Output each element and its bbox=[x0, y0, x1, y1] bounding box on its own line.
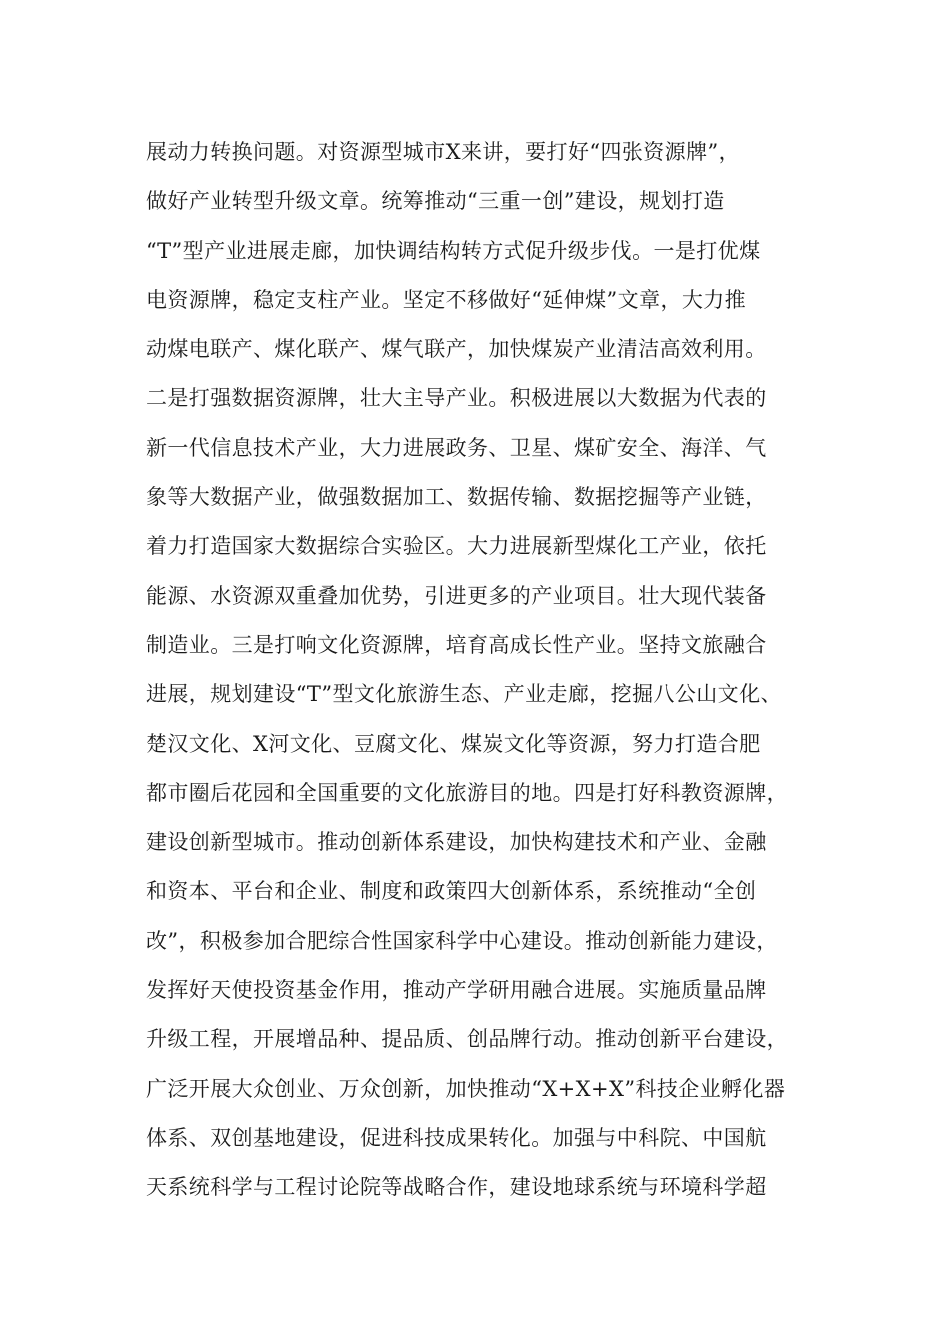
text-line: 电资源牌，稳定支柱产业。坚定不移做好“延伸煤”文章，大力推 bbox=[146, 287, 747, 312]
text-line: 做好产业转型升级文章。统筹推动“三重一创”建设，规划打造 bbox=[146, 189, 725, 214]
body-paragraph bbox=[146, 132, 836, 1217]
text-line: 都市圈后花园和全国重要的文化旅游目的地。四是打好科教资源牌， bbox=[146, 780, 788, 805]
text-line: 展动力转换问题。对资源型城市X来讲，要打好“四张资源牌”， bbox=[146, 140, 741, 164]
text-line: 象等大数据产业，做强数据加工、数据传输、数据挖掘等产业链， bbox=[146, 485, 767, 510]
text-line: 制造业。三是打响文化资源牌，培育高成长性产业。坚持文旅融合 bbox=[146, 632, 767, 657]
text-line: 着力打造国家大数据综合实验区。大力进展新型煤化工产业，依托 bbox=[146, 534, 767, 559]
text-line: 和资本、平台和企业、制度和政策四大创新体系，系统推动“全创 bbox=[146, 879, 757, 904]
text-line: 建设创新型城市。推动创新体系建设，加快构建技术和产业、金融 bbox=[146, 830, 767, 855]
text-line: 楚汉文化、X河文化、豆腐文化、煤炭文化等资源，努力打造合肥 bbox=[146, 731, 761, 756]
text-line: 进展，规划建设“T”型文化旅游生态、产业走廊，挖掘八公山文化、 bbox=[146, 682, 782, 707]
text-line: 天系统科学与工程讨论院等战略合作，建设地球系统与环境科学超 bbox=[146, 1175, 767, 1200]
text-line: 广泛开展大众创业、万众创新，加快推动“X+X+X”科技企业孵化器 bbox=[146, 1076, 786, 1101]
text-line: 能源、水资源双重叠加优势，引进更多的产业项目。壮大现代装备 bbox=[146, 583, 767, 608]
text-line: 发挥好天使投资基金作用，推动产学研用融合进展。实施质量品牌 bbox=[146, 978, 767, 1003]
text-line: 改”，积极参加合肥综合性国家科学中心建设。推动创新能力建设， bbox=[146, 928, 778, 953]
text-line: 体系、双创基地建设，促进科技成果转化。加强与中科院、中国航 bbox=[146, 1125, 767, 1150]
text-line: 升级工程，开展增品种、提品质、创品牌行动。推动创新平台建设， bbox=[146, 1027, 788, 1052]
text-line: 二是打强数据资源牌，壮大主导产业。积极进展以大数据为代表的 bbox=[146, 386, 767, 411]
text-line: 动煤电联产、煤化联产、煤气联产，加快煤炭产业清洁高效利用。 bbox=[146, 337, 767, 362]
text-line: “T”型产业进展走廊，加快调结构转方式促升级步伐。一是打优煤 bbox=[146, 238, 761, 263]
text-line: 新一代信息技术产业，大力进展政务、卫星、煤矿安全、海洋、气 bbox=[146, 435, 767, 460]
